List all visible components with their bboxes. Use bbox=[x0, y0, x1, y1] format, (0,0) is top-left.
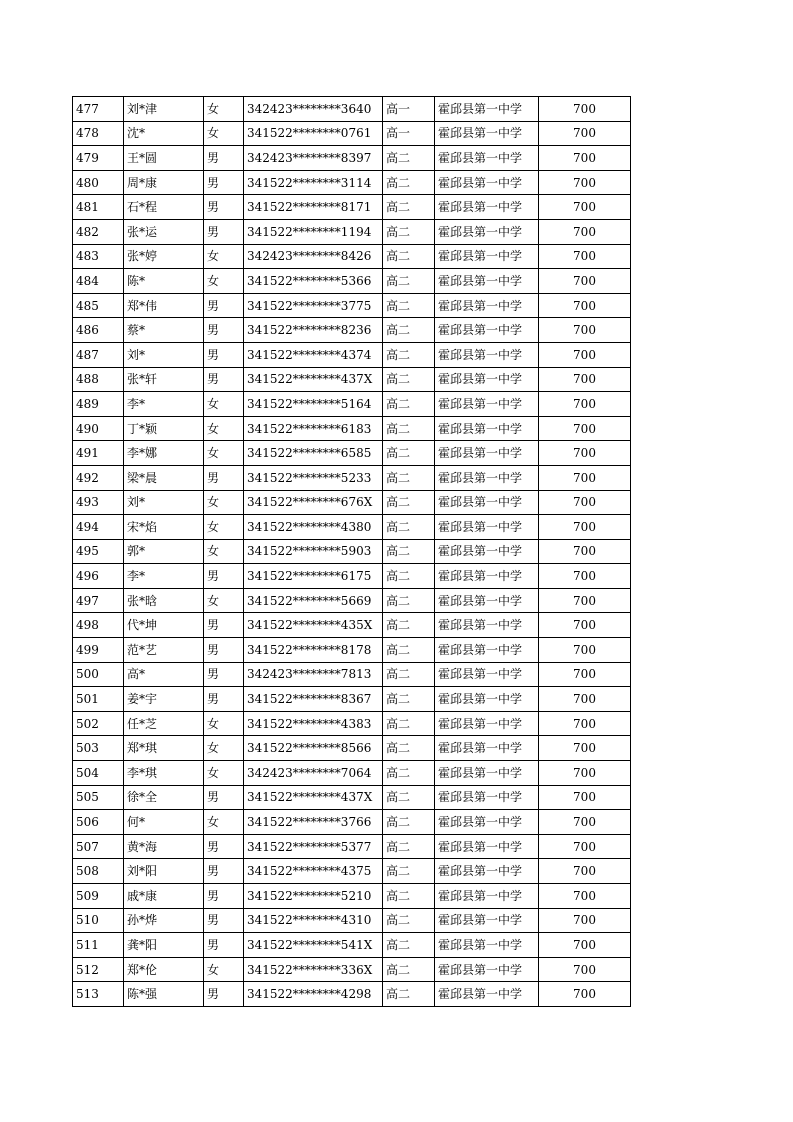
student-gender: 男 bbox=[204, 219, 244, 244]
row-number: 497 bbox=[73, 588, 124, 613]
subsidy-amount: 700 bbox=[539, 146, 631, 171]
school-name: 霍邱县第一中学 bbox=[435, 613, 539, 638]
student-id-number: 341522********4310 bbox=[244, 908, 383, 933]
student-name: 李* bbox=[124, 564, 204, 589]
row-number: 483 bbox=[73, 244, 124, 269]
school-name: 霍邱县第一中学 bbox=[435, 933, 539, 958]
table-row bbox=[73, 539, 631, 564]
school-name: 霍邱县第一中学 bbox=[435, 859, 539, 884]
student-grade: 高二 bbox=[383, 490, 435, 515]
student-id-number: 341522********8236 bbox=[244, 318, 383, 343]
student-gender: 女 bbox=[204, 957, 244, 982]
row-number: 481 bbox=[73, 195, 124, 220]
school-name: 霍邱县第一中学 bbox=[435, 982, 539, 1007]
table-row bbox=[73, 146, 631, 171]
student-name: 高* bbox=[124, 662, 204, 687]
student-grade: 高二 bbox=[383, 441, 435, 466]
student-name: 刘* bbox=[124, 490, 204, 515]
school-name: 霍邱县第一中学 bbox=[435, 465, 539, 490]
student-id-number: 342423********7813 bbox=[244, 662, 383, 687]
table-row bbox=[73, 244, 631, 269]
student-grade: 高二 bbox=[383, 711, 435, 736]
row-number: 510 bbox=[73, 908, 124, 933]
subsidy-amount: 700 bbox=[539, 170, 631, 195]
student-id-number: 342423********7064 bbox=[244, 761, 383, 786]
row-number: 501 bbox=[73, 687, 124, 712]
student-name: 龚*阳 bbox=[124, 933, 204, 958]
student-grade: 高二 bbox=[383, 736, 435, 761]
school-name: 霍邱县第一中学 bbox=[435, 195, 539, 220]
student-name: 李* bbox=[124, 392, 204, 417]
subsidy-amount: 700 bbox=[539, 539, 631, 564]
table-row bbox=[73, 736, 631, 761]
student-grade: 高二 bbox=[383, 884, 435, 909]
subsidy-amount: 700 bbox=[539, 834, 631, 859]
subsidy-amount: 700 bbox=[539, 269, 631, 294]
student-roster-table bbox=[72, 96, 631, 1007]
student-id-number: 341522********6175 bbox=[244, 564, 383, 589]
subsidy-amount: 700 bbox=[539, 367, 631, 392]
student-grade: 高二 bbox=[383, 342, 435, 367]
student-id-number: 341522********6183 bbox=[244, 416, 383, 441]
student-gender: 男 bbox=[204, 613, 244, 638]
student-grade: 高二 bbox=[383, 810, 435, 835]
school-name: 霍邱县第一中学 bbox=[435, 367, 539, 392]
student-gender: 男 bbox=[204, 687, 244, 712]
school-name: 霍邱县第一中学 bbox=[435, 761, 539, 786]
student-id-number: 342423********8426 bbox=[244, 244, 383, 269]
student-name: 张*轩 bbox=[124, 367, 204, 392]
row-number: 499 bbox=[73, 638, 124, 663]
table-row bbox=[73, 269, 631, 294]
student-grade: 高二 bbox=[383, 933, 435, 958]
student-id-number: 341522********676X bbox=[244, 490, 383, 515]
row-number: 484 bbox=[73, 269, 124, 294]
student-name: 郑*伟 bbox=[124, 293, 204, 318]
table-row bbox=[73, 441, 631, 466]
student-name: 姜*宇 bbox=[124, 687, 204, 712]
row-number: 479 bbox=[73, 146, 124, 171]
student-gender: 男 bbox=[204, 195, 244, 220]
subsidy-amount: 700 bbox=[539, 416, 631, 441]
student-id-number: 341522********1194 bbox=[244, 219, 383, 244]
table-row bbox=[73, 195, 631, 220]
student-gender: 女 bbox=[204, 711, 244, 736]
student-id-number: 341522********0761 bbox=[244, 121, 383, 146]
student-gender: 男 bbox=[204, 170, 244, 195]
student-gender: 男 bbox=[204, 564, 244, 589]
subsidy-amount: 700 bbox=[539, 318, 631, 343]
student-gender: 男 bbox=[204, 785, 244, 810]
table-row bbox=[73, 342, 631, 367]
table-row bbox=[73, 761, 631, 786]
student-name: 戚*康 bbox=[124, 884, 204, 909]
row-number: 489 bbox=[73, 392, 124, 417]
student-name: 陈*强 bbox=[124, 982, 204, 1007]
school-name: 霍邱县第一中学 bbox=[435, 638, 539, 663]
student-gender: 女 bbox=[204, 392, 244, 417]
school-name: 霍邱县第一中学 bbox=[435, 244, 539, 269]
student-gender: 男 bbox=[204, 293, 244, 318]
student-gender: 男 bbox=[204, 933, 244, 958]
student-id-number: 341522********3114 bbox=[244, 170, 383, 195]
school-name: 霍邱县第一中学 bbox=[435, 662, 539, 687]
student-name: 陈* bbox=[124, 269, 204, 294]
student-name: 丁*颖 bbox=[124, 416, 204, 441]
row-number: 502 bbox=[73, 711, 124, 736]
table-row bbox=[73, 810, 631, 835]
student-grade: 高二 bbox=[383, 146, 435, 171]
school-name: 霍邱县第一中学 bbox=[435, 121, 539, 146]
table-row bbox=[73, 884, 631, 909]
table-row bbox=[73, 711, 631, 736]
student-gender: 女 bbox=[204, 269, 244, 294]
school-name: 霍邱县第一中学 bbox=[435, 515, 539, 540]
student-grade: 高二 bbox=[383, 318, 435, 343]
student-name: 何* bbox=[124, 810, 204, 835]
school-name: 霍邱县第一中学 bbox=[435, 957, 539, 982]
student-grade: 高二 bbox=[383, 367, 435, 392]
school-name: 霍邱县第一中学 bbox=[435, 908, 539, 933]
row-number: 487 bbox=[73, 342, 124, 367]
table-row bbox=[73, 121, 631, 146]
student-name: 宋*焰 bbox=[124, 515, 204, 540]
row-number: 488 bbox=[73, 367, 124, 392]
table-row bbox=[73, 564, 631, 589]
table-row bbox=[73, 465, 631, 490]
row-number: 485 bbox=[73, 293, 124, 318]
subsidy-amount: 700 bbox=[539, 711, 631, 736]
student-name: 沈* bbox=[124, 121, 204, 146]
subsidy-amount: 700 bbox=[539, 219, 631, 244]
student-id-number: 341522********5366 bbox=[244, 269, 383, 294]
subsidy-amount: 700 bbox=[539, 342, 631, 367]
school-name: 霍邱县第一中学 bbox=[435, 318, 539, 343]
student-grade: 高二 bbox=[383, 982, 435, 1007]
table-row bbox=[73, 933, 631, 958]
student-gender: 女 bbox=[204, 588, 244, 613]
student-name: 石*程 bbox=[124, 195, 204, 220]
student-gender: 女 bbox=[204, 244, 244, 269]
student-gender: 女 bbox=[204, 539, 244, 564]
row-number: 478 bbox=[73, 121, 124, 146]
school-name: 霍邱县第一中学 bbox=[435, 441, 539, 466]
student-grade: 高二 bbox=[383, 465, 435, 490]
table-row bbox=[73, 785, 631, 810]
student-id-number: 341522********5233 bbox=[244, 465, 383, 490]
student-name: 代*坤 bbox=[124, 613, 204, 638]
subsidy-amount: 700 bbox=[539, 638, 631, 663]
subsidy-amount: 700 bbox=[539, 810, 631, 835]
student-gender: 男 bbox=[204, 982, 244, 1007]
subsidy-amount: 700 bbox=[539, 785, 631, 810]
subsidy-amount: 700 bbox=[539, 859, 631, 884]
student-id-number: 341522********8566 bbox=[244, 736, 383, 761]
student-name: 张*婷 bbox=[124, 244, 204, 269]
student-name: 李*琪 bbox=[124, 761, 204, 786]
row-number: 495 bbox=[73, 539, 124, 564]
student-name: 张*晗 bbox=[124, 588, 204, 613]
school-name: 霍邱县第一中学 bbox=[435, 170, 539, 195]
student-id-number: 341522********435X bbox=[244, 613, 383, 638]
school-name: 霍邱县第一中学 bbox=[435, 736, 539, 761]
row-number: 508 bbox=[73, 859, 124, 884]
student-id-number: 341522********3775 bbox=[244, 293, 383, 318]
school-name: 霍邱县第一中学 bbox=[435, 219, 539, 244]
student-gender: 女 bbox=[204, 441, 244, 466]
row-number: 500 bbox=[73, 662, 124, 687]
student-gender: 女 bbox=[204, 490, 244, 515]
subsidy-amount: 700 bbox=[539, 957, 631, 982]
student-name: 徐*全 bbox=[124, 785, 204, 810]
student-gender: 男 bbox=[204, 859, 244, 884]
student-gender: 女 bbox=[204, 416, 244, 441]
table-row bbox=[73, 318, 631, 343]
student-id-number: 341522********8171 bbox=[244, 195, 383, 220]
student-name: 刘*阳 bbox=[124, 859, 204, 884]
subsidy-amount: 700 bbox=[539, 97, 631, 122]
subsidy-amount: 700 bbox=[539, 121, 631, 146]
student-id-number: 341522********5377 bbox=[244, 834, 383, 859]
table-row bbox=[73, 613, 631, 638]
school-name: 霍邱县第一中学 bbox=[435, 539, 539, 564]
row-number: 486 bbox=[73, 318, 124, 343]
student-name: 孙*烨 bbox=[124, 908, 204, 933]
row-number: 480 bbox=[73, 170, 124, 195]
student-gender: 女 bbox=[204, 121, 244, 146]
student-id-number: 342423********3640 bbox=[244, 97, 383, 122]
subsidy-amount: 700 bbox=[539, 441, 631, 466]
student-name: 任*芝 bbox=[124, 711, 204, 736]
table-row bbox=[73, 957, 631, 982]
row-number: 482 bbox=[73, 219, 124, 244]
table-row bbox=[73, 416, 631, 441]
school-name: 霍邱县第一中学 bbox=[435, 342, 539, 367]
student-gender: 男 bbox=[204, 834, 244, 859]
school-name: 霍邱县第一中学 bbox=[435, 146, 539, 171]
school-name: 霍邱县第一中学 bbox=[435, 416, 539, 441]
student-id-number: 341522********541X bbox=[244, 933, 383, 958]
row-number: 513 bbox=[73, 982, 124, 1007]
school-name: 霍邱县第一中学 bbox=[435, 392, 539, 417]
student-id-number: 341522********4298 bbox=[244, 982, 383, 1007]
subsidy-amount: 700 bbox=[539, 195, 631, 220]
student-gender: 男 bbox=[204, 884, 244, 909]
table-row bbox=[73, 638, 631, 663]
subsidy-amount: 700 bbox=[539, 662, 631, 687]
student-id-number: 341522********437X bbox=[244, 785, 383, 810]
school-name: 霍邱县第一中学 bbox=[435, 884, 539, 909]
student-grade: 高二 bbox=[383, 539, 435, 564]
student-gender: 男 bbox=[204, 662, 244, 687]
school-name: 霍邱县第一中学 bbox=[435, 97, 539, 122]
student-name: 黄*海 bbox=[124, 834, 204, 859]
table-row bbox=[73, 687, 631, 712]
student-gender: 女 bbox=[204, 810, 244, 835]
student-id-number: 341522********336X bbox=[244, 957, 383, 982]
subsidy-amount: 700 bbox=[539, 613, 631, 638]
student-grade: 高二 bbox=[383, 515, 435, 540]
student-grade: 高二 bbox=[383, 392, 435, 417]
subsidy-amount: 700 bbox=[539, 244, 631, 269]
row-number: 498 bbox=[73, 613, 124, 638]
student-name: 郭* bbox=[124, 539, 204, 564]
student-id-number: 341522********5210 bbox=[244, 884, 383, 909]
student-grade: 高一 bbox=[383, 121, 435, 146]
table-row bbox=[73, 515, 631, 540]
student-id-number: 341522********4374 bbox=[244, 342, 383, 367]
table-row bbox=[73, 859, 631, 884]
row-number: 494 bbox=[73, 515, 124, 540]
row-number: 503 bbox=[73, 736, 124, 761]
student-name: 王*圆 bbox=[124, 146, 204, 171]
student-id-number: 341522********8367 bbox=[244, 687, 383, 712]
student-grade: 高二 bbox=[383, 834, 435, 859]
student-gender: 女 bbox=[204, 515, 244, 540]
subsidy-amount: 700 bbox=[539, 490, 631, 515]
subsidy-amount: 700 bbox=[539, 588, 631, 613]
subsidy-amount: 700 bbox=[539, 982, 631, 1007]
student-name: 范*艺 bbox=[124, 638, 204, 663]
student-grade: 高二 bbox=[383, 613, 435, 638]
row-number: 509 bbox=[73, 884, 124, 909]
student-gender: 男 bbox=[204, 342, 244, 367]
student-gender: 女 bbox=[204, 761, 244, 786]
student-grade: 高二 bbox=[383, 957, 435, 982]
school-name: 霍邱县第一中学 bbox=[435, 588, 539, 613]
table-row bbox=[73, 834, 631, 859]
row-number: 493 bbox=[73, 490, 124, 515]
subsidy-amount: 700 bbox=[539, 933, 631, 958]
table-row bbox=[73, 170, 631, 195]
student-grade: 高二 bbox=[383, 638, 435, 663]
student-grade: 高二 bbox=[383, 269, 435, 294]
student-gender: 女 bbox=[204, 97, 244, 122]
student-name: 张*运 bbox=[124, 219, 204, 244]
subsidy-amount: 700 bbox=[539, 761, 631, 786]
table-row bbox=[73, 982, 631, 1007]
subsidy-amount: 700 bbox=[539, 884, 631, 909]
subsidy-amount: 700 bbox=[539, 736, 631, 761]
school-name: 霍邱县第一中学 bbox=[435, 269, 539, 294]
table-row bbox=[73, 490, 631, 515]
school-name: 霍邱县第一中学 bbox=[435, 834, 539, 859]
student-id-number: 341522********6585 bbox=[244, 441, 383, 466]
row-number: 491 bbox=[73, 441, 124, 466]
student-id-number: 341522********4380 bbox=[244, 515, 383, 540]
subsidy-amount: 700 bbox=[539, 908, 631, 933]
student-id-number: 341522********5903 bbox=[244, 539, 383, 564]
student-grade: 高二 bbox=[383, 416, 435, 441]
student-name: 李*娜 bbox=[124, 441, 204, 466]
school-name: 霍邱县第一中学 bbox=[435, 564, 539, 589]
row-number: 496 bbox=[73, 564, 124, 589]
student-id-number: 341522********5669 bbox=[244, 588, 383, 613]
student-gender: 男 bbox=[204, 638, 244, 663]
table-row bbox=[73, 392, 631, 417]
row-number: 492 bbox=[73, 465, 124, 490]
student-id-number: 341522********437X bbox=[244, 367, 383, 392]
student-name: 蔡* bbox=[124, 318, 204, 343]
table-row bbox=[73, 97, 631, 122]
student-gender: 男 bbox=[204, 465, 244, 490]
roster-body bbox=[73, 97, 631, 1007]
student-gender: 男 bbox=[204, 146, 244, 171]
table-row bbox=[73, 367, 631, 392]
student-id-number: 341522********4375 bbox=[244, 859, 383, 884]
student-grade: 高二 bbox=[383, 564, 435, 589]
table-row bbox=[73, 219, 631, 244]
row-number: 504 bbox=[73, 761, 124, 786]
row-number: 512 bbox=[73, 957, 124, 982]
student-name: 郑*伦 bbox=[124, 957, 204, 982]
student-gender: 男 bbox=[204, 367, 244, 392]
table-row bbox=[73, 588, 631, 613]
subsidy-amount: 700 bbox=[539, 465, 631, 490]
student-name: 周*康 bbox=[124, 170, 204, 195]
student-grade: 高一 bbox=[383, 97, 435, 122]
student-gender: 男 bbox=[204, 318, 244, 343]
student-id-number: 341522********3766 bbox=[244, 810, 383, 835]
student-id-number: 341522********5164 bbox=[244, 392, 383, 417]
student-gender: 女 bbox=[204, 736, 244, 761]
student-grade: 高二 bbox=[383, 588, 435, 613]
subsidy-amount: 700 bbox=[539, 687, 631, 712]
student-gender: 男 bbox=[204, 908, 244, 933]
row-number: 505 bbox=[73, 785, 124, 810]
student-grade: 高二 bbox=[383, 662, 435, 687]
table-row bbox=[73, 908, 631, 933]
row-number: 490 bbox=[73, 416, 124, 441]
school-name: 霍邱县第一中学 bbox=[435, 810, 539, 835]
student-grade: 高二 bbox=[383, 170, 435, 195]
student-grade: 高二 bbox=[383, 785, 435, 810]
student-id-number: 341522********4383 bbox=[244, 711, 383, 736]
row-number: 507 bbox=[73, 834, 124, 859]
school-name: 霍邱县第一中学 bbox=[435, 785, 539, 810]
student-grade: 高二 bbox=[383, 244, 435, 269]
student-grade: 高二 bbox=[383, 859, 435, 884]
student-grade: 高二 bbox=[383, 687, 435, 712]
student-id-number: 341522********8178 bbox=[244, 638, 383, 663]
student-name: 刘*津 bbox=[124, 97, 204, 122]
row-number: 511 bbox=[73, 933, 124, 958]
subsidy-amount: 700 bbox=[539, 392, 631, 417]
table-row bbox=[73, 662, 631, 687]
subsidy-amount: 700 bbox=[539, 564, 631, 589]
subsidy-amount: 700 bbox=[539, 515, 631, 540]
row-number: 477 bbox=[73, 97, 124, 122]
school-name: 霍邱县第一中学 bbox=[435, 490, 539, 515]
student-id-number: 342423********8397 bbox=[244, 146, 383, 171]
school-name: 霍邱县第一中学 bbox=[435, 711, 539, 736]
row-number: 506 bbox=[73, 810, 124, 835]
student-grade: 高二 bbox=[383, 195, 435, 220]
subsidy-amount: 700 bbox=[539, 293, 631, 318]
table-row bbox=[73, 293, 631, 318]
student-name: 刘* bbox=[124, 342, 204, 367]
student-grade: 高二 bbox=[383, 908, 435, 933]
student-grade: 高二 bbox=[383, 219, 435, 244]
school-name: 霍邱县第一中学 bbox=[435, 293, 539, 318]
student-name: 梁*晨 bbox=[124, 465, 204, 490]
student-grade: 高二 bbox=[383, 293, 435, 318]
student-name: 郑*琪 bbox=[124, 736, 204, 761]
student-grade: 高二 bbox=[383, 761, 435, 786]
school-name: 霍邱县第一中学 bbox=[435, 687, 539, 712]
